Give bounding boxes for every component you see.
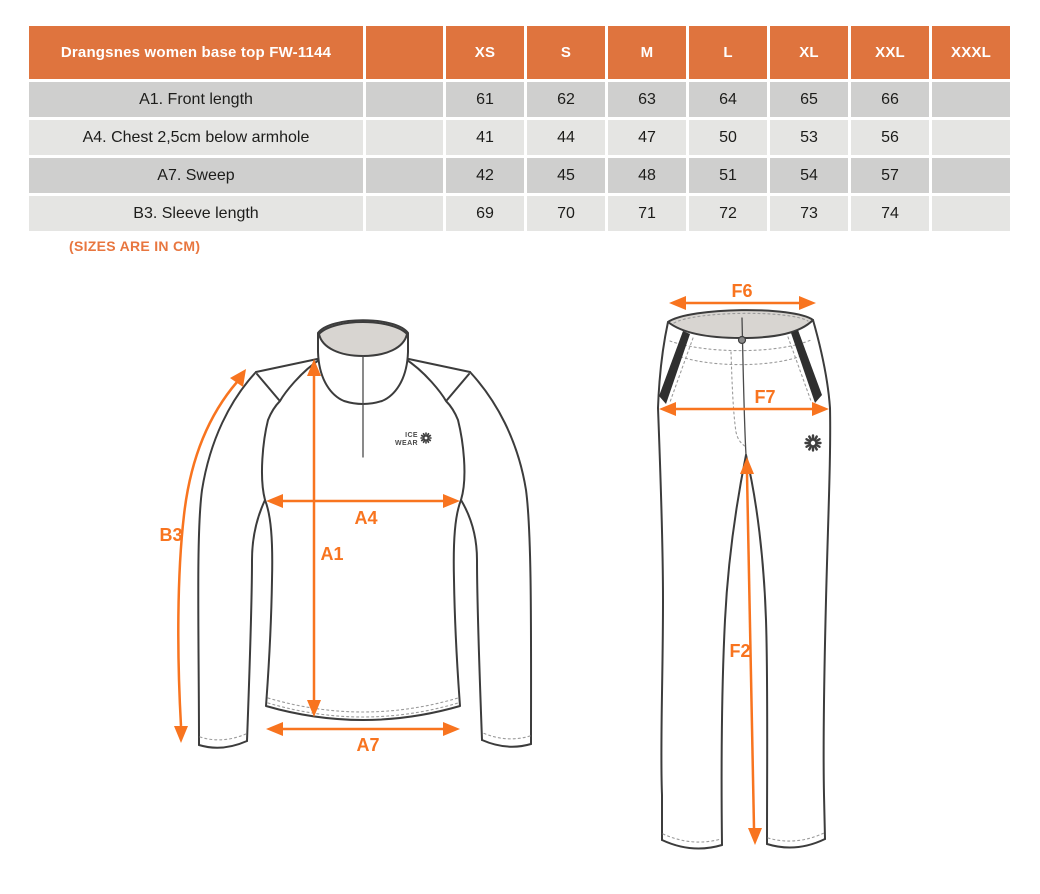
size-col-s: S	[527, 26, 605, 79]
a4-label: A4	[354, 508, 378, 528]
row-label: A1. Front length	[29, 82, 363, 117]
cell-value: 57	[851, 158, 929, 193]
b3-label: B3	[159, 525, 183, 545]
size-chart-header-row	[29, 26, 1010, 79]
cell-value: 74	[851, 196, 929, 231]
size-col-xs: XS	[446, 26, 524, 79]
size-col-xxl: XXL	[851, 26, 929, 79]
f6-label: F6	[731, 281, 753, 301]
chest-logo	[395, 432, 431, 447]
left-sleeve-inner-seam	[247, 500, 265, 741]
table-row-chest	[29, 120, 1010, 155]
cell-value: 42	[446, 158, 524, 193]
cell-value: 65	[770, 82, 848, 117]
cell-value: 64	[689, 82, 767, 117]
hem-stitch-2	[268, 703, 458, 717]
pants-right-hem-stitch	[768, 833, 824, 841]
cell-value: 70	[527, 196, 605, 231]
left-shoulder-panel-seam	[257, 374, 279, 400]
left-cuff	[199, 741, 247, 748]
cell-value: 48	[608, 158, 686, 193]
table-row-sleeve-length	[29, 196, 1010, 231]
row-label: A7. Sweep	[29, 158, 363, 193]
right-cuff-stitch	[483, 733, 530, 739]
pants-left-hem-stitch	[663, 834, 721, 842]
waistband-top	[668, 310, 813, 338]
cell-value: 54	[770, 158, 848, 193]
a4-arrow	[266, 494, 460, 508]
b3-arrowhead-top	[230, 369, 246, 387]
f7-label: F7	[754, 387, 776, 407]
waist-button	[739, 337, 746, 344]
a7-arrow	[266, 722, 460, 736]
cell-value: 51	[689, 158, 767, 193]
pants-right-hem	[767, 839, 825, 848]
pants-drawing	[658, 281, 830, 849]
cell-value: 71	[608, 196, 686, 231]
row-empty-cell	[366, 158, 443, 193]
cell-value: 56	[851, 120, 929, 155]
chest-logo-text-wear: WEAR	[395, 440, 418, 447]
a1-arrow	[307, 359, 321, 717]
cell-value	[932, 82, 1010, 117]
cell-value	[932, 158, 1010, 193]
row-label: B3. Sleeve length	[29, 196, 363, 231]
header-empty-cell	[366, 26, 443, 79]
cell-value: 61	[446, 82, 524, 117]
left-cuff-stitch	[200, 734, 246, 740]
cell-value: 72	[689, 196, 767, 231]
row-label: A4. Chest 2,5cm below armhole	[29, 120, 363, 155]
a1-label: A1	[320, 544, 344, 564]
row-empty-cell	[366, 196, 443, 231]
right-shoulder-panel-seam	[447, 374, 469, 400]
size-col-xl: XL	[770, 26, 848, 79]
f2-label: F2	[729, 641, 751, 661]
row-empty-cell	[366, 82, 443, 117]
cell-value: 45	[527, 158, 605, 193]
cell-value: 66	[851, 82, 929, 117]
right-pocket-trim	[791, 330, 822, 403]
cell-value: 73	[770, 196, 848, 231]
cell-value: 62	[527, 82, 605, 117]
yoke-stitch	[676, 354, 806, 365]
chest-snowflake-icon	[421, 433, 431, 443]
cell-value: 53	[770, 120, 848, 155]
cell-value	[932, 120, 1010, 155]
b3-arrowhead-bottom	[174, 726, 188, 743]
right-sleeve-inner-seam	[461, 500, 482, 740]
right-cuff	[482, 740, 531, 747]
size-col-xxxl: XXXL	[932, 26, 1010, 79]
size-col-l: L	[689, 26, 767, 79]
cell-value: 44	[527, 120, 605, 155]
cell-value: 47	[608, 120, 686, 155]
size-chart-title: Drangsnes women base top FW-1144	[29, 26, 363, 79]
cell-value	[932, 196, 1010, 231]
hip-snowflake-icon	[806, 436, 821, 451]
cell-value: 63	[608, 82, 686, 117]
a7-label: A7	[356, 735, 380, 755]
table-row-front-length	[29, 82, 1010, 117]
base-top-drawing	[159, 320, 531, 755]
hem-stitch	[268, 698, 458, 712]
cell-value: 41	[446, 120, 524, 155]
cell-value: 50	[689, 120, 767, 155]
sizes-unit-note: (SIZES ARE IN CM)	[69, 238, 201, 254]
b3-arrow	[174, 369, 246, 743]
size-col-m: M	[608, 26, 686, 79]
cell-value: 69	[446, 196, 524, 231]
row-empty-cell	[366, 120, 443, 155]
size-chart-table	[26, 23, 1013, 234]
chest-logo-text-ice: ICE	[405, 432, 418, 439]
table-row-sweep	[29, 158, 1010, 193]
